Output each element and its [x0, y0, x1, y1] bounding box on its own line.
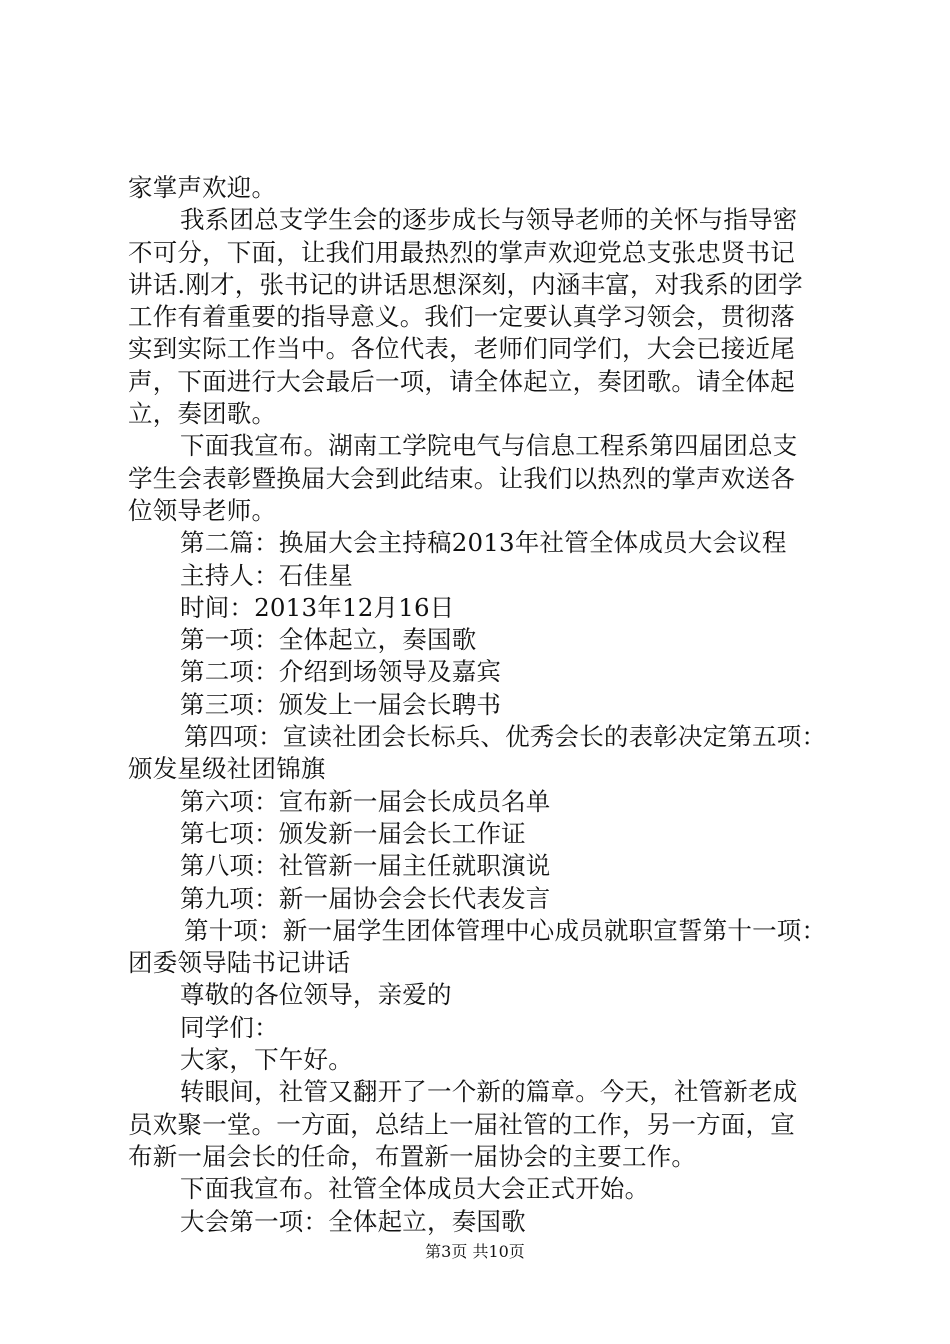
paragraph-line: 工作有着重要的指导意义。我们一定要认真学习领会，贯彻落 — [128, 302, 795, 332]
paragraph-line: 转眼间，社管又翻开了一个新的篇章。今天，社管新老成 — [180, 1077, 798, 1107]
paragraph-line: 声，下面进行大会最后一项，请全体起立，奏团歌。请全体起 — [128, 366, 795, 396]
paragraph-line: 不可分，下面，让我们用最热烈的掌声欢迎党总支张忠贤书记 — [128, 237, 795, 267]
page-number-footer: 第3页 共10页 — [425, 1242, 525, 1261]
greeting-line: 尊敬的各位领导，亲爱的 — [180, 980, 452, 1010]
greeting-line: 大家，下午好。 — [180, 1045, 353, 1075]
paragraph-line: 实到实际工作当中。各位代表，老师们同学们，大会已接近尾 — [128, 334, 795, 364]
agenda-item: 第四项：宣读社团会长标兵、优秀会长的表彰决定第五项： — [184, 722, 827, 752]
agenda-item: 第二项：介绍到场领导及嘉宾 — [180, 657, 502, 687]
paragraph-line: 家掌声欢迎。 — [128, 173, 277, 202]
agenda-item: 第十项：新一届学生团体管理中心成员就职宣誓第十一项： — [184, 915, 827, 945]
agenda-item-continued: 颁发星级社团锦旗 — [128, 754, 326, 784]
paragraph-line: 大会第一项：全体起立，奏国歌 — [180, 1206, 526, 1236]
agenda-item: 第七项：颁发新一届会长工作证 — [180, 818, 526, 848]
host-line: 主持人：石佳星 — [180, 560, 353, 590]
agenda-item-continued: 团委领导陆书记讲话 — [128, 948, 351, 978]
document-body — [128, 172, 834, 1238]
paragraph-line: 学生会表彰暨换届大会到此结束。让我们以热烈的掌声欢送各 — [128, 463, 795, 493]
agenda-item: 第一项：全体起立，奏国歌 — [180, 625, 477, 655]
paragraph-line: 员欢聚一堂。一方面，总结上一届社管的工作，另一方面，宣 — [128, 1109, 795, 1139]
agenda-item: 第六项：宣布新一届会长成员名单 — [180, 786, 551, 816]
paragraph-line: 下面我宣布。湖南工学院电气与信息工程系第四届团总支 — [180, 431, 798, 461]
greeting-line: 同学们： — [180, 1012, 279, 1042]
paragraph-line: 讲话.刚才，张书记的讲话思想深刻，内涵丰富，对我系的团学 — [128, 269, 803, 299]
paragraph-line: 布新一届会长的任命，布置新一届协会的主要工作。 — [128, 1141, 697, 1171]
agenda-item: 第九项：新一届协会会长代表发言 — [180, 883, 551, 913]
paragraph-line: 下面我宣布。社管全体成员大会正式开始。 — [180, 1174, 650, 1204]
paragraph-line: 位领导老师。 — [128, 495, 277, 525]
time-line: 时间：2013年12月16日 — [180, 592, 455, 622]
section-heading: 第二篇：换届大会主持稿2013年社管全体成员大会议程 — [180, 528, 787, 558]
paragraph-line: 立，奏团歌。 — [128, 399, 277, 429]
agenda-item: 第八项：社管新一届主任就职演说 — [180, 851, 551, 881]
agenda-item: 第三项：颁发上一届会长聘书 — [180, 689, 502, 719]
paragraph-line: 我系团总支学生会的逐步成长与领导老师的关怀与指导密 — [180, 205, 798, 235]
